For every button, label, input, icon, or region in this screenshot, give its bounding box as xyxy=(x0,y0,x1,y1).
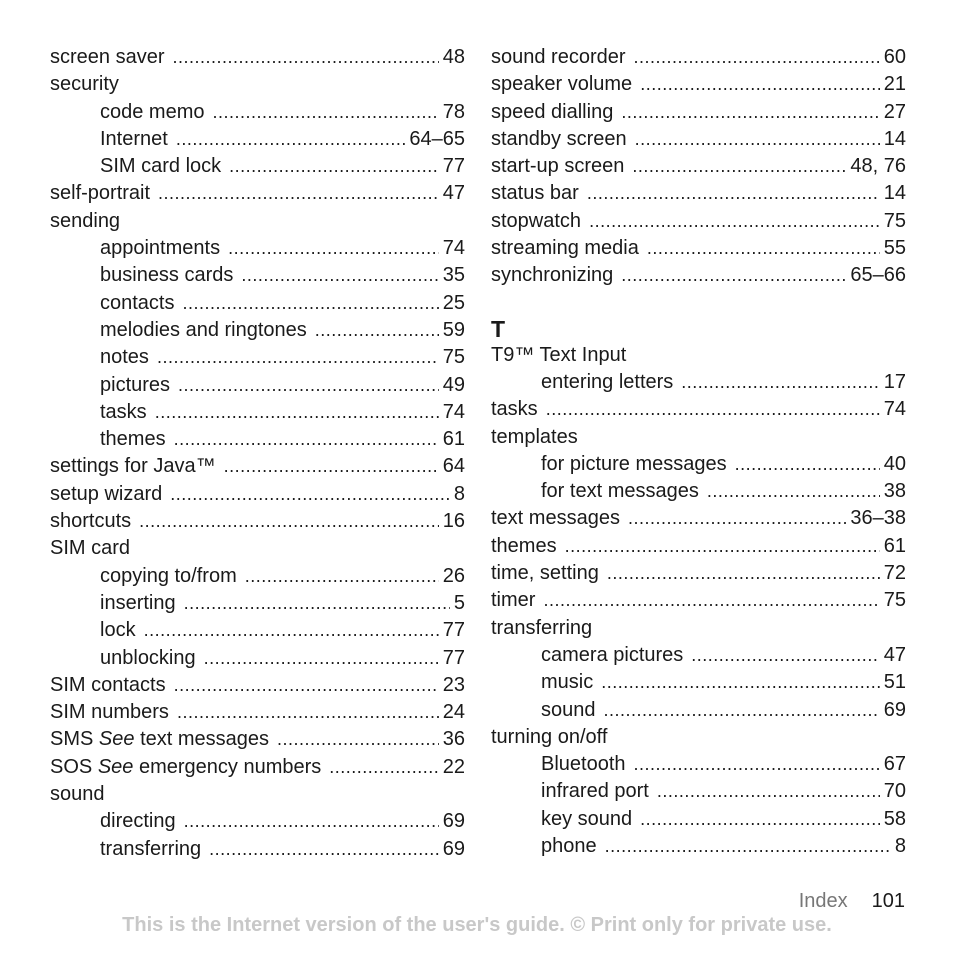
dot-leader xyxy=(601,669,880,696)
entry-term-text: timer xyxy=(491,589,536,612)
entry-term xyxy=(50,754,321,781)
entry-page-number: 5 xyxy=(453,591,465,614)
entry-term xyxy=(491,126,627,153)
index-entry xyxy=(491,235,906,262)
dot-leader xyxy=(647,235,880,262)
entry-term-text: time, setting xyxy=(491,562,599,585)
entry-term xyxy=(100,808,176,835)
entry-term-text: SIM numbers xyxy=(50,701,169,724)
entry-page-number: 23 xyxy=(442,673,465,696)
entry-term xyxy=(491,396,538,423)
entry-term-text: tasks xyxy=(491,398,538,421)
entry-term xyxy=(100,399,147,426)
entry-page-number: 26 xyxy=(442,564,465,587)
entry-term xyxy=(50,180,150,207)
index-entry xyxy=(50,481,465,508)
entry-term xyxy=(100,317,307,344)
dot-leader xyxy=(621,262,846,289)
dot-leader xyxy=(224,453,439,480)
entry-term-text: stopwatch xyxy=(491,209,582,232)
entry-term xyxy=(541,669,593,696)
entry-term xyxy=(50,699,169,726)
dot-leader xyxy=(158,180,439,207)
entry-term-text: SIM card lock xyxy=(100,155,222,178)
entry-term xyxy=(491,153,624,180)
entry-term-text: shortcuts xyxy=(50,510,132,533)
entry-term-text: settings for Java™ xyxy=(50,455,216,478)
dot-leader xyxy=(329,754,438,781)
entry-page-number: 59 xyxy=(442,318,465,341)
entry-page-number: 75 xyxy=(883,209,906,232)
entry-term xyxy=(491,71,632,98)
see-reference: See xyxy=(97,755,134,778)
entry-term xyxy=(50,453,216,480)
dot-leader xyxy=(155,399,439,426)
index-subentry xyxy=(491,751,906,778)
entry-term-text: camera pictures xyxy=(541,643,684,666)
entry-term xyxy=(491,208,581,235)
index-subentry xyxy=(50,290,465,317)
dot-leader xyxy=(144,617,439,644)
entry-term xyxy=(541,369,673,396)
dot-leader xyxy=(229,153,439,180)
index-group-t xyxy=(491,342,906,861)
entry-page-number: 64–65 xyxy=(409,127,465,150)
entry-term xyxy=(100,290,174,317)
entry-term xyxy=(100,645,196,672)
entry-term xyxy=(491,724,607,751)
entry-term xyxy=(50,481,162,508)
entry-term-text: copying to/from xyxy=(100,564,237,587)
dot-leader xyxy=(634,751,880,778)
entry-term xyxy=(491,342,626,369)
entry-term xyxy=(50,535,130,562)
entry-term xyxy=(541,806,632,833)
dot-leader xyxy=(182,290,438,317)
dot-leader xyxy=(157,344,439,371)
entry-term-text: SMS xyxy=(50,728,94,751)
index-subentry xyxy=(491,833,906,860)
entry-page-number: 74 xyxy=(883,398,906,421)
page-number: 101 xyxy=(871,890,905,912)
dot-leader xyxy=(735,451,880,478)
dot-leader xyxy=(621,99,879,126)
entry-term xyxy=(491,262,613,289)
index-subentry xyxy=(491,806,906,833)
entry-page-number: 8 xyxy=(894,835,906,858)
entry-term xyxy=(491,44,626,71)
entry-page-number: 16 xyxy=(442,510,465,533)
dot-leader xyxy=(209,836,439,863)
entry-page-number: 74 xyxy=(442,400,465,423)
entry-page-number: 69 xyxy=(442,810,465,833)
index-subentry xyxy=(50,617,465,644)
dot-leader xyxy=(632,153,846,180)
dot-leader xyxy=(681,369,879,396)
entry-page-number: 69 xyxy=(442,837,465,860)
entry-term-text: streaming media xyxy=(491,237,639,260)
dot-leader xyxy=(604,697,880,724)
footer-section-label: Index xyxy=(798,890,848,912)
index-subentry xyxy=(50,808,465,835)
dot-leader xyxy=(607,560,880,587)
entry-term-text: turning on/off xyxy=(491,725,608,748)
index-entry xyxy=(491,208,906,235)
index-subentry xyxy=(50,235,465,262)
dot-leader xyxy=(184,590,450,617)
index-entry xyxy=(491,615,906,642)
index-entry xyxy=(50,180,465,207)
entry-page-number: 77 xyxy=(442,646,465,669)
entry-page-number: 14 xyxy=(883,127,906,150)
entry-term-text: infrared port xyxy=(541,780,649,803)
dot-leader xyxy=(657,778,880,805)
entry-term-text: text messages xyxy=(491,507,620,530)
entry-term-text: lock xyxy=(100,619,136,642)
entry-term-text: standby screen xyxy=(491,127,627,150)
entry-page-number: 75 xyxy=(883,589,906,612)
entry-page-number: 21 xyxy=(883,73,906,96)
dot-leader xyxy=(315,317,439,344)
entry-term-text: T9™ Text Input xyxy=(491,343,627,366)
entry-term xyxy=(491,235,639,262)
group-gap xyxy=(491,290,906,316)
entry-page-number: 51 xyxy=(883,671,906,694)
index-column-left xyxy=(50,44,465,863)
entry-page-number: 77 xyxy=(442,155,465,178)
entry-page-number: 24 xyxy=(442,701,465,724)
dot-leader xyxy=(587,180,880,207)
entry-term-text: transferring xyxy=(491,616,593,639)
entry-term-text: sound recorder xyxy=(491,46,626,68)
dot-leader xyxy=(277,726,439,753)
index-entry xyxy=(50,726,465,753)
entry-term-text: contacts xyxy=(100,291,175,314)
entry-term-text: notes xyxy=(100,346,149,369)
entry-term-text: transferring xyxy=(100,837,202,860)
dot-leader xyxy=(241,262,438,289)
entry-term xyxy=(100,153,221,180)
index-subentry xyxy=(50,426,465,453)
index-entry xyxy=(491,424,906,451)
entry-term-text: pictures xyxy=(100,373,171,396)
entry-page-number: 58 xyxy=(883,807,906,830)
entry-term-text: appointments xyxy=(100,237,221,260)
entry-term xyxy=(50,71,119,98)
entry-page-number: 25 xyxy=(442,291,465,314)
index-entry xyxy=(50,672,465,699)
entry-term-text: key sound xyxy=(541,807,633,830)
entry-term-text: status bar xyxy=(491,182,579,205)
dot-leader xyxy=(204,645,439,672)
entry-term xyxy=(541,478,699,505)
entry-term xyxy=(541,697,596,724)
entry-page-number: 75 xyxy=(442,346,465,369)
index-entry xyxy=(491,396,906,423)
entry-term xyxy=(491,533,557,560)
entry-page-number: 55 xyxy=(883,237,906,260)
entry-term-text: tasks xyxy=(100,400,147,423)
entry-term xyxy=(100,344,149,371)
entry-page-number: 78 xyxy=(442,100,465,123)
entry-term-text: self-portrait xyxy=(50,182,151,205)
entry-term-text: SOS xyxy=(50,755,93,778)
entry-term-text: Bluetooth xyxy=(541,753,626,776)
dot-leader xyxy=(245,563,439,590)
entry-page-number: 14 xyxy=(883,182,906,205)
entry-term-text: unblocking xyxy=(100,646,196,669)
index-subentry xyxy=(50,126,465,153)
index-subentry xyxy=(491,642,906,669)
index-subentry xyxy=(50,344,465,371)
index-entry xyxy=(491,153,906,180)
dot-leader xyxy=(228,235,439,262)
entry-page-number: 48 xyxy=(442,46,465,68)
entry-term-text: start-up screen xyxy=(491,155,625,178)
entry-page-number: 47 xyxy=(883,643,906,666)
entry-page-number: 60 xyxy=(883,46,906,68)
index-entry xyxy=(491,126,906,153)
index-entry xyxy=(491,44,906,71)
entry-term xyxy=(541,451,727,478)
entry-page-number: 36 xyxy=(442,728,465,751)
entry-page-number: 67 xyxy=(883,753,906,776)
index-entry xyxy=(50,44,465,71)
entry-term xyxy=(100,126,168,153)
entry-page-number: 27 xyxy=(883,100,906,123)
entry-page-number: 36–38 xyxy=(850,507,906,530)
entry-term xyxy=(491,180,579,207)
entry-term-text: directing xyxy=(100,810,176,833)
dot-leader xyxy=(176,126,406,153)
entry-term xyxy=(491,587,535,614)
entry-page-number: 69 xyxy=(883,698,906,721)
entry-term xyxy=(100,99,205,126)
index-entry xyxy=(491,587,906,614)
index-entry xyxy=(50,208,465,235)
index-subentry xyxy=(50,590,465,617)
entry-term-text: business cards xyxy=(100,264,234,287)
entry-page-number: 17 xyxy=(883,370,906,393)
dot-leader xyxy=(628,505,846,532)
entry-page-number: 61 xyxy=(442,428,465,451)
entry-term xyxy=(100,563,237,590)
index-subentry xyxy=(491,669,906,696)
entry-term xyxy=(491,505,620,532)
dot-leader xyxy=(640,806,880,833)
entry-term-text: themes xyxy=(491,534,557,557)
entry-term-text: templates xyxy=(491,425,578,448)
entry-term xyxy=(100,262,233,289)
dot-leader xyxy=(139,508,439,535)
section-letter: T xyxy=(491,315,506,342)
entry-term xyxy=(100,235,220,262)
index-subentry xyxy=(50,399,465,426)
entry-page-number: 74 xyxy=(442,237,465,260)
dot-leader xyxy=(170,481,450,508)
entry-page-number: 47 xyxy=(442,182,465,205)
entry-term xyxy=(541,833,597,860)
index-entry xyxy=(50,453,465,480)
dot-leader xyxy=(213,99,439,126)
index-entry xyxy=(491,71,906,98)
entry-term xyxy=(100,372,170,399)
entry-term xyxy=(50,726,269,753)
entry-term-text: sound xyxy=(541,698,596,721)
entry-term-text: for picture messages xyxy=(541,452,727,475)
index-column-right xyxy=(491,44,906,860)
dot-leader xyxy=(174,426,439,453)
dot-leader xyxy=(565,533,880,560)
index-subentry xyxy=(491,369,906,396)
entry-term xyxy=(100,426,166,453)
index-entry xyxy=(491,180,906,207)
entry-term-text: inserting xyxy=(100,591,176,614)
dot-leader xyxy=(707,478,880,505)
index-subentry xyxy=(50,99,465,126)
entry-term-text: code memo xyxy=(100,100,205,123)
entry-term-text: setup wizard xyxy=(50,482,163,505)
entry-term-text: themes xyxy=(100,428,166,451)
entry-page-number: 65–66 xyxy=(850,264,906,287)
index-entry xyxy=(491,505,906,532)
entry-term xyxy=(50,508,131,535)
entry-term xyxy=(491,615,592,642)
see-reference: See xyxy=(98,728,135,751)
entry-term-text: for text messages xyxy=(541,480,699,503)
entry-page-number: 40 xyxy=(883,452,906,475)
entry-term xyxy=(50,208,120,235)
index-entry xyxy=(491,560,906,587)
index-entry xyxy=(491,342,906,369)
entry-page-number: 22 xyxy=(442,755,465,778)
index-subentry xyxy=(50,563,465,590)
dot-leader xyxy=(635,126,880,153)
entry-term xyxy=(50,44,165,71)
entry-term-text: sound xyxy=(50,783,105,806)
see-target: emergency numbers xyxy=(138,755,322,778)
entry-term xyxy=(541,778,649,805)
dot-leader xyxy=(546,396,880,423)
dot-leader xyxy=(178,372,439,399)
index-entry xyxy=(50,508,465,535)
entry-page-number: 38 xyxy=(883,480,906,503)
entry-page-number: 49 xyxy=(442,373,465,396)
entry-term-text: SIM contacts xyxy=(50,673,166,696)
entry-term xyxy=(100,836,201,863)
entry-term-text: synchronizing xyxy=(491,264,614,287)
dot-leader xyxy=(634,44,880,71)
index-entry xyxy=(491,533,906,560)
index-subentry xyxy=(50,262,465,289)
dot-leader xyxy=(173,44,439,71)
entry-term xyxy=(491,424,578,451)
entry-term xyxy=(100,617,136,644)
index-subentry xyxy=(491,451,906,478)
entry-page-number: 8 xyxy=(453,482,465,505)
dot-leader xyxy=(605,833,891,860)
index-entry xyxy=(50,699,465,726)
entry-page-number: 61 xyxy=(883,534,906,557)
entry-page-number: 35 xyxy=(442,264,465,287)
dot-leader xyxy=(177,699,439,726)
dot-leader xyxy=(691,642,879,669)
index-subentry xyxy=(491,478,906,505)
dot-leader xyxy=(640,71,880,98)
entry-term-text: music xyxy=(541,671,594,694)
entry-term-text: SIM card xyxy=(50,537,131,560)
entry-term xyxy=(491,560,599,587)
index-subentry xyxy=(491,697,906,724)
entry-term xyxy=(541,642,683,669)
entry-term-text: security xyxy=(50,73,119,96)
index-entry xyxy=(50,535,465,562)
index-subentry xyxy=(50,372,465,399)
entry-page-number: 72 xyxy=(883,562,906,585)
entry-page-number: 77 xyxy=(442,619,465,642)
entry-page-number: 64 xyxy=(442,455,465,478)
index-subentry xyxy=(491,778,906,805)
entry-term-text: screen saver xyxy=(50,46,165,68)
entry-term-text: speed dialling xyxy=(491,100,614,123)
entry-term-text: melodies and ringtones xyxy=(100,318,307,341)
entry-term-text: speaker volume xyxy=(491,73,633,96)
index-subentry xyxy=(50,317,465,344)
index-entry xyxy=(491,262,906,289)
index-entry xyxy=(50,754,465,781)
entry-term xyxy=(541,751,626,778)
index-entry xyxy=(50,781,465,808)
entry-term xyxy=(491,99,613,126)
dot-leader xyxy=(184,808,439,835)
index-entry xyxy=(50,71,465,98)
entry-term xyxy=(50,781,105,808)
dot-leader xyxy=(589,208,880,235)
disclaimer-text: This is the Internet version of the user's guide. © Print only for private use. xyxy=(122,914,832,936)
see-target: text messages xyxy=(140,728,270,751)
entry-term xyxy=(100,590,176,617)
entry-term xyxy=(50,672,166,699)
entry-term-text: entering letters xyxy=(541,370,674,393)
index-group-s xyxy=(491,44,906,290)
dot-leader xyxy=(543,587,879,614)
index-entry xyxy=(491,724,906,751)
page-footer xyxy=(799,890,905,913)
index-subentry xyxy=(50,645,465,672)
index-subentry xyxy=(50,153,465,180)
entry-page-number: 48, 76 xyxy=(850,155,906,178)
dot-leader xyxy=(174,672,439,699)
index-entry xyxy=(491,99,906,126)
entry-page-number: 70 xyxy=(883,780,906,803)
entry-term-text: phone xyxy=(541,835,597,858)
entry-term-text: sending xyxy=(50,209,121,232)
entry-term-text: Internet xyxy=(100,127,168,150)
index-subentry xyxy=(50,836,465,863)
